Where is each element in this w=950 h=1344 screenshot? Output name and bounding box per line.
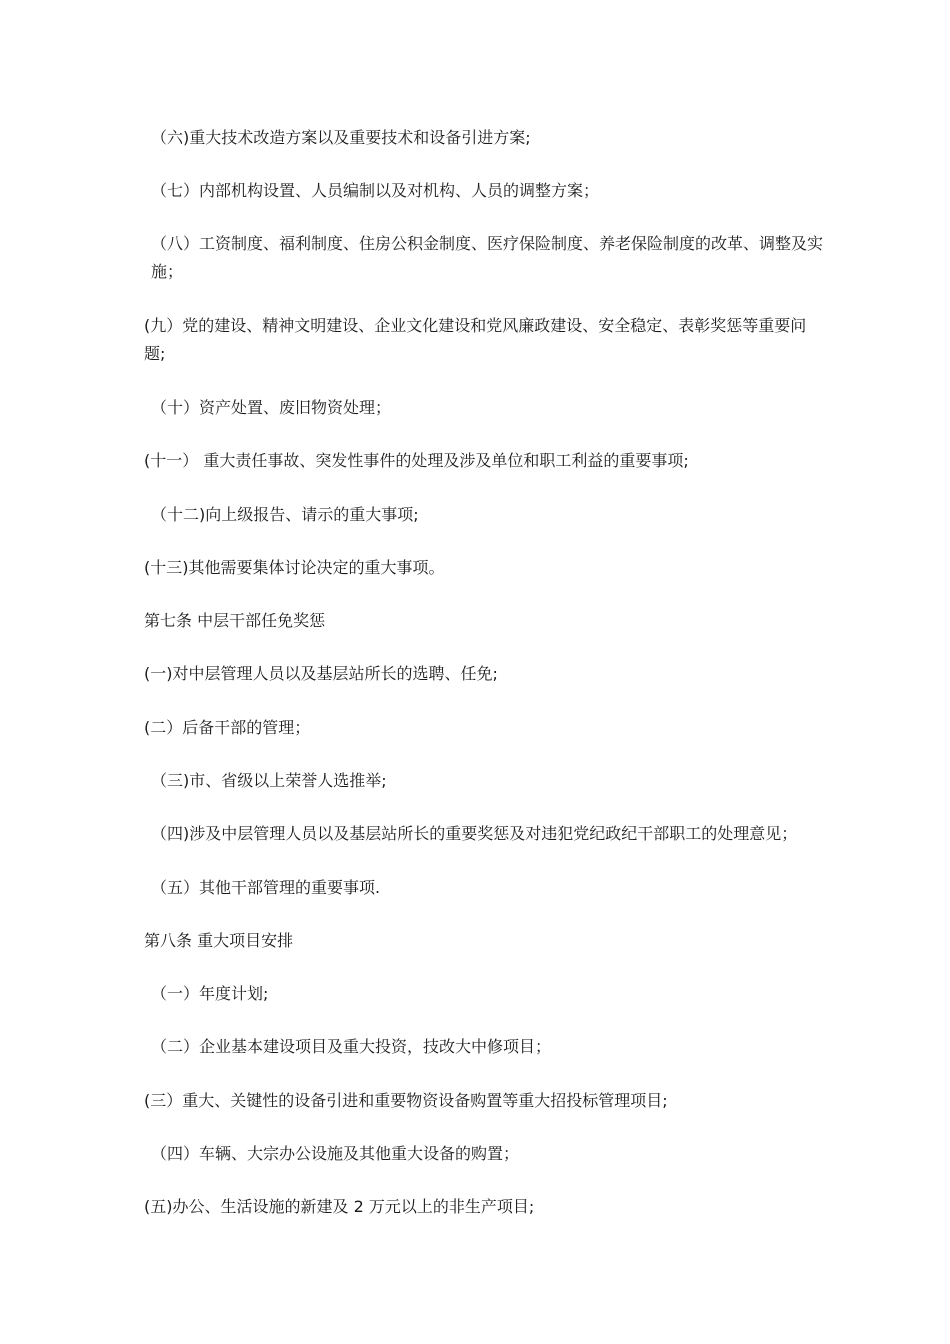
paragraph-item-6: （六)重大技术改造方案以及重要技术和设备引进方案; — [151, 128, 531, 147]
article-8-item-1: （一）年度计划; — [151, 984, 269, 1003]
article-8-heading: 第八条 重大项目安排 — [144, 931, 294, 950]
article-8-item-5: (五)办公、生活设施的新建及 2 万元以上的非生产项目; — [144, 1197, 535, 1216]
paragraph-item-10: （十）资产处置、废旧物资处理； — [151, 398, 392, 417]
article-7-item-4: （四)涉及中层管理人员以及基层站所长的重要奖惩及对违犯党纪政纪干部职工的处理意见； — [151, 824, 798, 843]
article-7-item-5: （五）其他干部管理的重要事项. — [151, 878, 381, 897]
article-8-item-4: （四）车辆、大宗办公设施及其他重大设备的购置； — [151, 1144, 520, 1163]
article-8-item-3: (三）重大、关键性的设备引进和重要物资设备购置等重大招投标管理项目; — [144, 1091, 668, 1110]
article-7-heading: 第七条 中层干部任免奖惩 — [144, 611, 326, 630]
article-7-item-1: (一)对中层管理人员以及基层站所长的选聘、任免; — [144, 664, 498, 683]
article-7-item-2: (二）后备干部的管理； — [144, 718, 311, 737]
paragraph-item-8: （八）工资制度、福利制度、住房公积金制度、医疗保险制度、养老保险制度的改革、调整及实施； — [151, 234, 824, 281]
paragraph-item-11: (十一） 重大责任事故、突发性事件的处理及涉及单位和职工利益的重要事项; — [144, 451, 689, 470]
article-8-item-2: （二）企业基本建设项目及重大投资，技改大中修项目； — [151, 1037, 552, 1056]
paragraph-item-7: （七）内部机构设置、人员编制以及对机构、人员的调整方案； — [151, 181, 600, 200]
paragraph-item-9: (九）党的建设、精神文明建设、企业文化建设和党风廉政建设、安全稳定、表彰奖惩等重要问题; — [144, 316, 807, 363]
paragraph-item-13: (十三)其他需要集体讨论决定的重大事项。 — [144, 558, 445, 577]
article-7-item-3: （三)市、省级以上荣誉人选推举; — [151, 771, 387, 790]
paragraph-item-12: （十二)向上级报告、请示的重大事项; — [151, 505, 419, 524]
